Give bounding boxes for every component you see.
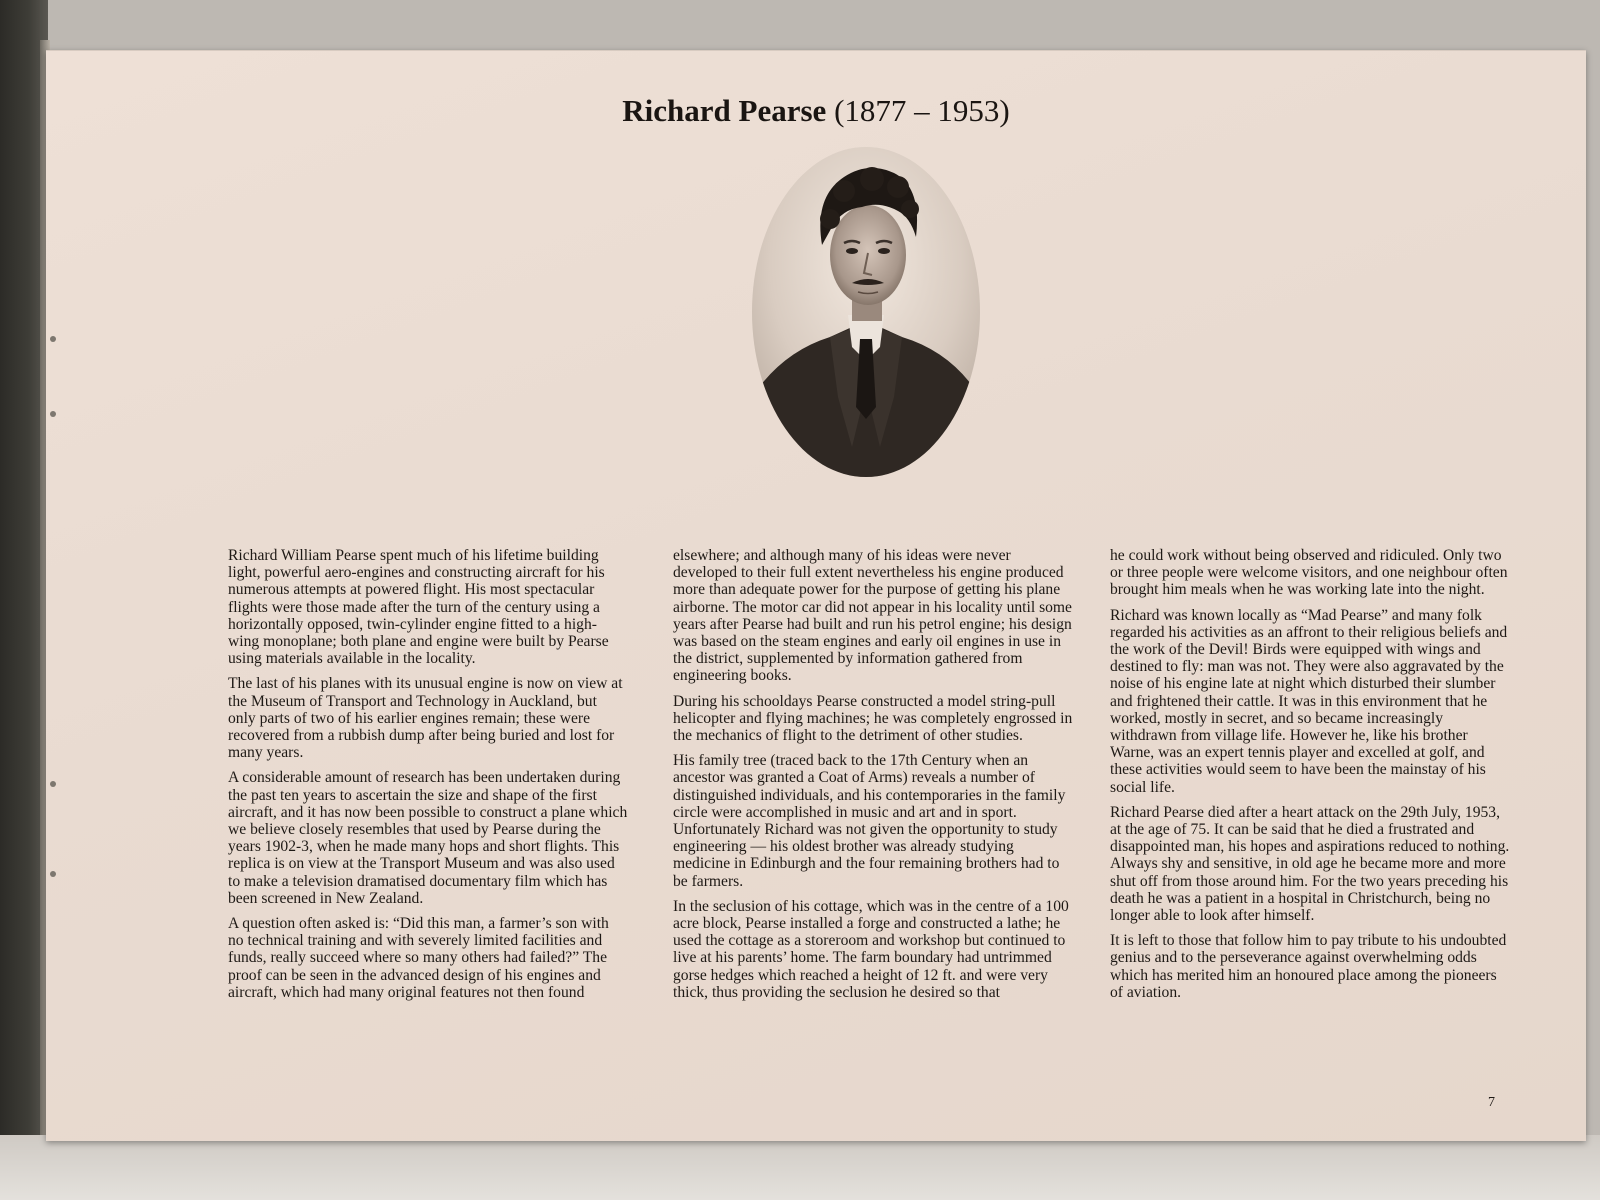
paragraph: he could work without being observed and ridiculed. Only two or three people were welcome visitors, and one neighbour often brought him meals when he was working late into the night. xyxy=(1110,547,1508,599)
title-name: Richard Pearse xyxy=(622,93,827,128)
staple-hole xyxy=(50,411,56,417)
paragraph: A considerable amount of research has been undertaken during the past ten years to ascertain the size and shape of the first aircraft, and it has now been possible to construct a plane which we believe closely resembles that used by Pearse during the years 1902-3, when he made many hops and short flights. This replica is on view at the Transport Museum and was also used to make a television dramatised documentary film which has been screened in New Zealand. xyxy=(228,769,628,907)
title-years: (1877 – 1953) xyxy=(834,93,1010,128)
paragraph: His family tree (traced back to the 17th Century when an ancestor was granted a Coat of Arms) reveals a number of distinguished individuals, and his contemporaries in the family circle were accomplished in music and art and in sport. Unfortunately Richard was not given the opportunity to study engineering — his oldest brother was already studying medicine in Edinburgh and the four remaining brothers had to be farmers. xyxy=(673,752,1066,890)
portrait-illustration xyxy=(752,147,980,477)
paragraph: Richard was known locally as “Mad Pearse” and many folk regarded his activities as an affront to their religious beliefs and the work of the Devil! Birds were equipped with wings and destined to fly: man was not. They were also aggravated by the noise of his engine late at night which disturbed their slumber and frightened their cattle. It was in this environment that he worked, mostly in secret, and so became increasingly withdrawn from village life. However he, like his brother Warne, was an expert tennis player and excelled at golf, and these activities would seem to have been the mainstay of his social life. xyxy=(1110,606,1508,796)
paragraph: elsewhere; and although many of his ideas were never developed to their full extent nevertheless his engine produced more than adequate power for the purpose of getting his plane airborne. The motor car did not appear in his locality until some years after Pearse had built and run his petrol engine; his design was based on the steam engines and early oil engines in use in the district, supplemented by information gathered from engineering books. xyxy=(673,547,1072,685)
paragraph: During his schooldays Pearse constructed a model string-pull helicopter and flying machines; he was completely engrossed in the mechanics of flight to the detriment of other studies. xyxy=(673,692,1073,745)
page-number: 7 xyxy=(1488,1095,1495,1110)
table-surface xyxy=(0,1135,1600,1200)
paragraph: The last of his planes with its unusual engine is now on view at the Museum of Transport and Technology in Auckland, but only parts of two of his earlier engines remain; these were recovered from a rubbish dump after being buried and lost for many years. xyxy=(228,675,623,762)
booklet-page xyxy=(46,50,1586,1141)
paragraph: It is left to those that follow him to pay tribute to his undoubted genius and to the perseverance against overwhelming odds which has merited him an honoured place among the pioneers of aviation. xyxy=(1110,932,1507,1001)
staple-hole xyxy=(50,336,56,342)
paragraph: Richard William Pearse spent much of his lifetime building light, powerful aero-engines and constructing aircraft for his numerous attempts at powered flight. His most spectacular flights were those made after the turn of the century using a horizontally opposed, twin-cylinder engine fitted to a high-wing monoplane; both plane and engine were built by Pearse using materials available in the locality. xyxy=(228,547,609,668)
staple-hole xyxy=(50,781,56,787)
portrait-photo xyxy=(752,147,980,477)
column-3 xyxy=(1110,547,1512,1009)
article-columns xyxy=(228,547,1548,1137)
column-1 xyxy=(228,547,628,1009)
paragraph: Richard Pearse died after a heart attack on the 29th July, 1953, at the age of 75. It can be said that he died a frustrated and disappointed man, his hopes and aspirations reduced to nothing. Always shy and sensitive, in old age he became more and more shut off from those around him. For the two years preceding his death he was a patient in a hospital in Christchurch, being no longer able to look after himself. xyxy=(1110,803,1510,925)
page-title xyxy=(46,93,1586,129)
paragraph: In the seclusion of his cottage, which was in the centre of a 100 acre block, Pearse installed a forge and constructed a lathe; he used the cottage as a storeroom and workshop but continued to live at his parents’ home. The farm boundary had untrimmed gorse hedges which reached a height of 12 ft. and were very thick, thus providing the seclusion he desired so that xyxy=(673,897,1069,1001)
staple-hole xyxy=(50,871,56,877)
paragraph: A question often asked is: “Did this man, a farmer’s son with no technical training and with severely limited facilities and funds, really succeed where so many others had failed?” The proof can be seen in the advanced design of his engines and aircraft, which had many original features not then found xyxy=(228,915,609,1001)
column-2 xyxy=(673,547,1073,1009)
